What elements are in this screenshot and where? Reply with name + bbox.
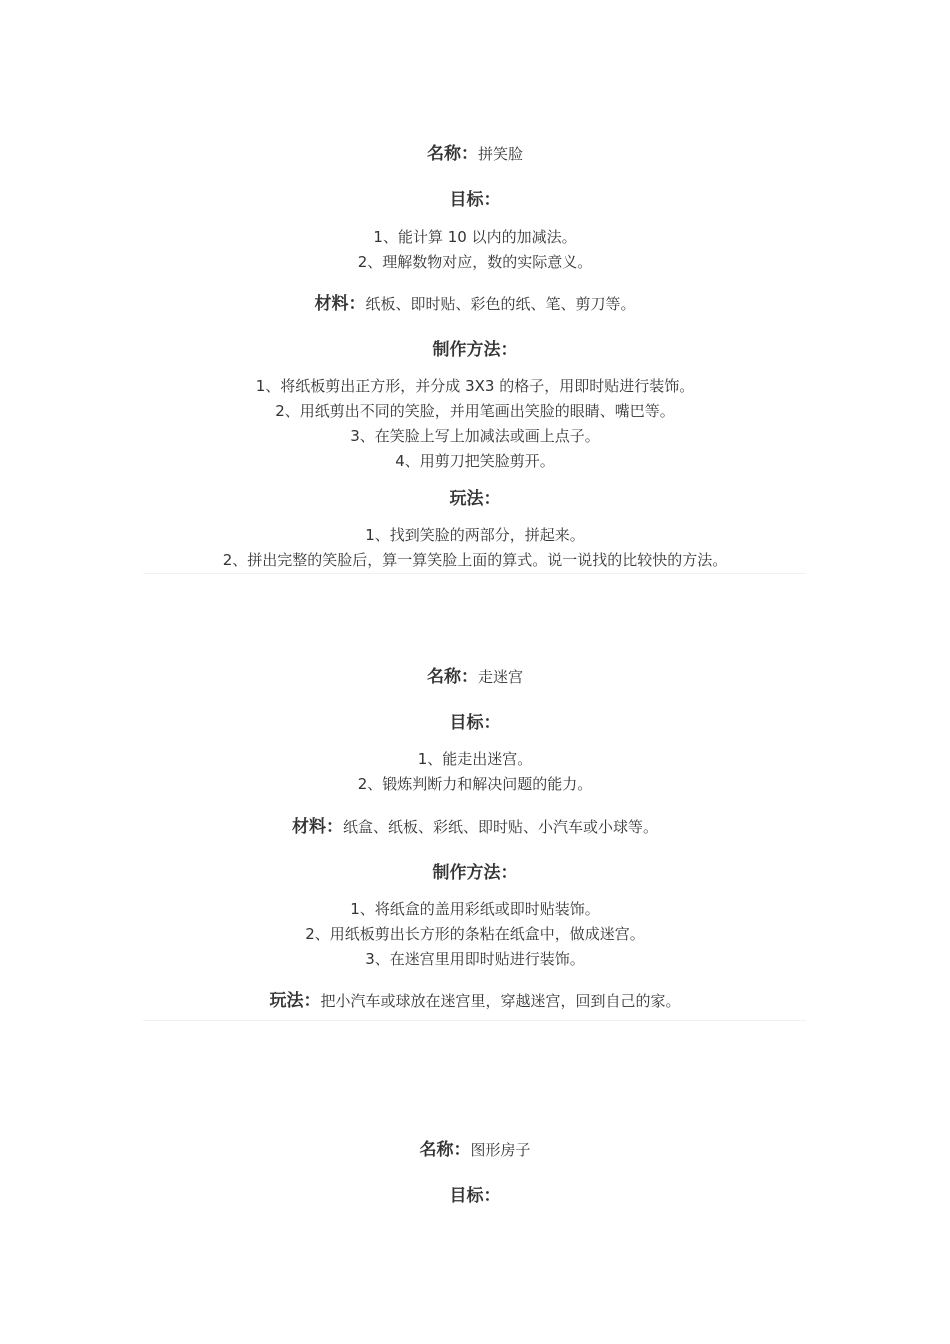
section1-method-item: 2、用纸剪出不同的笑脸，并用笔画出笑脸的眼睛、嘴巴等。: [275, 402, 675, 420]
section1-method-item: 3、在笑脸上写上加减法或画上点子。: [350, 427, 600, 445]
section1-play-heading: 玩法：: [449, 489, 501, 509]
section1-materials-value: 纸板、即时贴、彩色的纸、笔、剪刀等。: [365, 295, 636, 313]
section1-goal-item: 2、理解数物对应，数的实际意义。: [357, 253, 593, 271]
section2-play-row: [0, 986, 950, 1011]
section2-name-label: 名称：: [426, 667, 478, 687]
section1-materials-row: [0, 289, 950, 314]
section2-materials-label: 材料：: [291, 817, 343, 837]
section1-name-label: 名称：: [426, 144, 478, 164]
section1-method-item: 1、将纸板剪出正方形，并分成 3X3 的格子，用即时贴进行装饰。: [255, 377, 695, 395]
section1-materials-label: 材料：: [314, 294, 366, 314]
section2-name-row: [0, 662, 950, 687]
section2-materials-value: 纸盒、纸板、彩纸、即时贴、小汽车或小球等。: [342, 818, 658, 836]
section2-play-value: 把小汽车或球放在迷宫里，穿越迷宫，回到自己的家。: [320, 992, 681, 1010]
section2-goal-item: 2、锻炼判断力和解决问题的能力。: [357, 775, 593, 793]
section1-goal-item: 1、能计算 10 以内的加减法。: [373, 228, 577, 246]
section2-name-value: 走迷宫: [477, 668, 523, 686]
section2-method-item: 1、将纸盒的盖用彩纸或即时贴装饰。: [350, 900, 600, 918]
section-divider: [143, 573, 806, 574]
section1-name-value: 拼笑脸: [477, 145, 523, 163]
section1-play-item: 1、找到笑脸的两部分，拼起来。: [365, 526, 585, 544]
section3-name-label: 名称：: [419, 1140, 471, 1160]
section3-name-row: [0, 1135, 950, 1160]
section2-play-label: 玩法：: [269, 991, 321, 1011]
section2-goal-heading: 目标：: [449, 713, 501, 733]
section1-goal-heading: 目标：: [449, 190, 501, 210]
section1-method-heading: 制作方法：: [432, 340, 518, 360]
section1-name-row: [0, 139, 950, 164]
section2-method-item: 3、在迷宫里用即时贴进行装饰。: [365, 950, 585, 968]
section2-materials-row: [0, 812, 950, 837]
section3-goal-heading: 目标：: [449, 1186, 501, 1206]
section-divider: [143, 1020, 806, 1021]
section2-goal-item: 1、能走出迷宫。: [417, 750, 533, 768]
section2-method-heading: 制作方法：: [432, 863, 518, 883]
section3-name-value: 图形房子: [470, 1141, 531, 1159]
section1-method-item: 4、用剪刀把笑脸剪开。: [395, 452, 555, 470]
section2-method-item: 2、用纸板剪出长方形的条粘在纸盒中，做成迷宫。: [305, 925, 645, 943]
section1-play-item: 2、拼出完整的笑脸后，算一算笑脸上面的算式。说一说找的比较快的方法。: [222, 551, 728, 569]
